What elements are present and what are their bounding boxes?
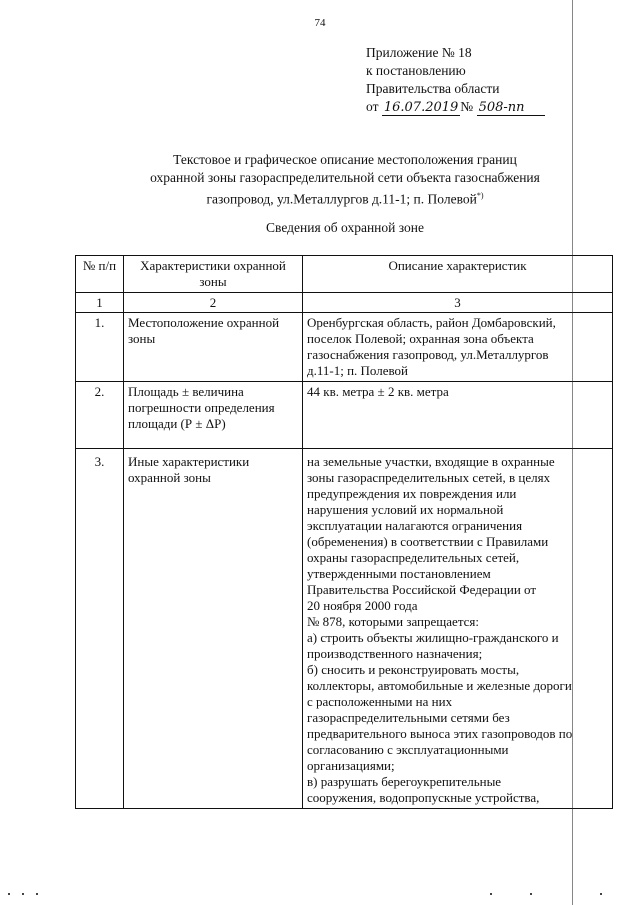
row-characteristic: Местоположение охранной зоны — [124, 313, 303, 382]
description-line: газораспределительными сетями без — [307, 710, 510, 725]
description-line: (обременения) в соответствии с Правилами — [307, 534, 549, 549]
description-line: коллекторы, автомобильные и железные дороги — [307, 678, 572, 693]
title-line-2: охранной зоны газораспределительной сети объекта газоснабжения — [150, 170, 540, 185]
scan-artifact-dot — [600, 893, 602, 895]
description-line: охраны газораспределительных сетей, — [307, 550, 520, 565]
header-description: Описание характеристик — [303, 256, 613, 293]
page-number: 74 — [314, 17, 326, 29]
header-characteristic: Характеристики охранной зоны — [124, 256, 303, 293]
description-line: предварительного выноса этих газопроводов по — [307, 726, 573, 741]
appendix-line-4 — [366, 98, 545, 116]
row-description — [303, 313, 613, 382]
description-line: производственного назначения; — [307, 646, 483, 661]
table-row — [76, 449, 613, 809]
description-line: утвержденными постановлением — [307, 566, 491, 581]
row-characteristic: Иные характеристики охранной зоны — [124, 449, 303, 809]
description-line: в) разрушать берегоукрепительные — [307, 774, 502, 789]
description-line: 20 ноября 2000 года — [307, 598, 418, 613]
scan-artifact-dot — [36, 893, 38, 895]
header-num: № п/п — [76, 256, 124, 293]
scan-artifact-dot — [530, 893, 532, 895]
description-line: Правительства Российской Федерации от — [307, 582, 537, 597]
scan-artifact-dot — [8, 893, 10, 895]
col-number-1: 1 — [76, 293, 124, 313]
column-number-row — [76, 293, 613, 313]
title-line-3 — [100, 187, 590, 209]
title-line-1: Текстовое и графическое описание местоположения границ — [173, 152, 517, 167]
row-description — [303, 449, 613, 809]
document-title — [100, 151, 590, 209]
description-line: Оренбургская область, район Домбаровский, — [307, 315, 556, 330]
description-line: зоны газораспределительных сетей, в целях — [307, 470, 551, 485]
description-line: д.11-1; п. Полевой — [307, 363, 409, 378]
table-row — [76, 313, 613, 382]
description-line: 44 кв. метра ± 2 кв. метра — [307, 384, 449, 399]
row-number: 3. — [76, 449, 124, 809]
description-line: сооружения, водопропускные устройства, — [307, 790, 540, 805]
footnote-mark: *) — [476, 191, 484, 200]
row-number: 1. — [76, 313, 124, 382]
from-label: от — [366, 99, 379, 114]
description-line: б) сносить и реконструировать мосты, — [307, 662, 520, 677]
section-heading: Сведения об охранной зоне — [266, 220, 424, 235]
description-line: нарушения условий их нормальной — [307, 502, 504, 517]
title-line-3-text: газопровод, ул.Металлургов д.11-1; п. Полевой — [206, 191, 477, 207]
description-line: согласованию с эксплуатационными — [307, 742, 509, 757]
scan-artifact-dot — [22, 893, 24, 895]
row-characteristic: Площадь ± величина погрешности определения площади (Р ± ΔР) — [124, 382, 303, 449]
appendix-line-2: к постановлению — [366, 63, 466, 78]
appendix-line-1: Приложение № 18 — [366, 45, 472, 60]
col-number-3: 3 — [303, 293, 613, 313]
table-row — [76, 382, 613, 449]
description-line: с расположенными на них — [307, 694, 453, 709]
description-line: газоснабжения газопровод, ул.Металлургов — [307, 347, 549, 362]
number-label: № — [460, 99, 474, 114]
row-description — [303, 382, 613, 449]
appendix-block — [366, 44, 545, 116]
description-line: а) строить объекты жилищно-гражданского и — [307, 630, 559, 645]
handwritten-number: 508-пп — [477, 101, 545, 116]
scan-artifact-dot — [490, 893, 492, 895]
description-line: № 878, которыми запрещается: — [307, 614, 480, 629]
scan-artifact-line — [572, 0, 573, 905]
description-line: поселок Полевой; охранная зона объекта — [307, 331, 534, 346]
col-number-2: 2 — [124, 293, 303, 313]
description-line: на земельные участки, входящие в охранные — [307, 454, 555, 469]
handwritten-date: 16.07.2019 — [383, 100, 459, 115]
row-number: 2. — [76, 382, 124, 449]
protection-zone-table — [75, 255, 613, 809]
description-line: предупреждения их повреждения или — [307, 486, 517, 501]
description-line: организациями; — [307, 758, 395, 773]
appendix-line-3: Правительства области — [366, 81, 500, 96]
header-row — [76, 256, 613, 293]
description-line: эксплуатации налагаются ограничения — [307, 518, 523, 533]
